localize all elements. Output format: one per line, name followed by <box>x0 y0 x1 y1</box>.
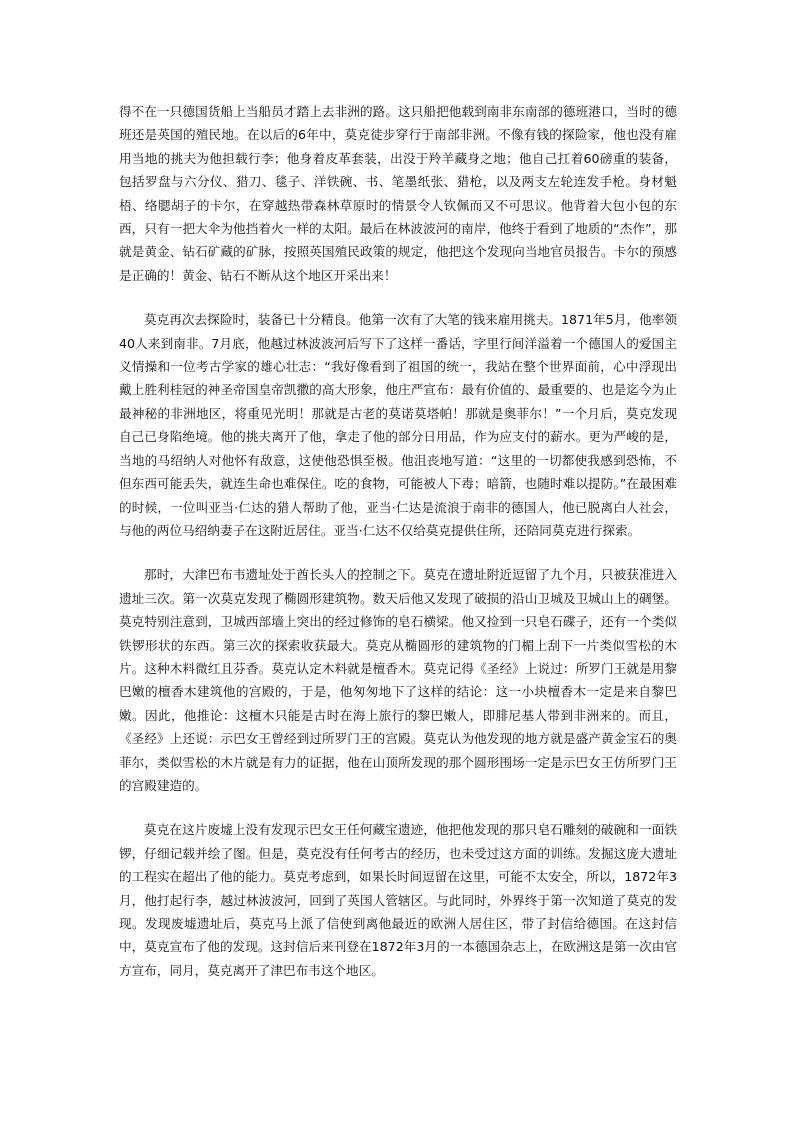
paragraph-2: 莫克再次去探险时，装备已十分精良。他第一次有了大笔的钱来雇用挑夫。1871年5月，他率领40人来到南非。7月底，他越过林波波河后写下了这样一番话，字里行间洋溢着一个德国人的爱国主义情操和一位考古学家的雄心壮志：“我好像看到了祖国的统一，我站在整个世界面前，心中浮现出戴上胜利桂冠的神圣帝国皇帝凯撒的高大形象，他庄严宣布：最有价值的、最重要的、也是迄今为止最神秘的非洲地区，将重见光明！那就是古老的莫诺莫塔帕！那就是奥菲尔！”一个月后，莫克发现自己已身陷绝境。他的挑夫离开了他，拿走了他的部分日用品，作为应支付的薪水。更为严峻的是，当地的马绍纳人对他怀有敌意，这使他恐惧至极。他沮丧地写道：“这里的一切都使我感到恐怖，不但东西可能丢失，就连生命也难保住。吃的食物，可能被人下毒；暗箭，也随时难以提防。”在最困难的时候，一位叫亚当·仁达的猎人帮助了他，亚当·仁达是流浪于南非的德国人，他已脱离白人社会，与他的两位马绍纳妻子在这附近居住。亚当·仁达不仅给莫克提供住所，还陪同莫克进行探索。 <box>119 312 677 538</box>
paragraph-3: 那时，大津巴布韦遗址处于酋长头人的控制之下。莫克在遗址附近逗留了九个月，只被获准进入遗址三次。第一次莫克发现了椭圆形建筑物。数天后他又发现了破损的沿山卫城及卫城山上的碉堡。莫克特别注意到，卫城西部墙上突出的经过修饰的皂石横梁。他又捡到一只皂石碟子，还有一个类似铁锣形状的东西。第三次的探索收获最大。莫克从椭圆形的建筑物的门楣上刮下一片类似雪松的木片。这种木料微红且芬香。莫克认定木料就是檀香木。莫克记得《圣经》上说过：所罗门王就是用黎巴嫩的檀香木建筑他的宫殿的，于是，他匆匆地下了这样的结论：这一小块檀香木一定是来自黎巴嫩。因此，他推论：这檀木只能是古时在海上旅行的黎巴嫩人，即腓尼基人带到非洲来的。而且，《圣经》上还说：示巴女王曾经到过所罗门王的宫殿。莫克认为他发现的地方就是盛产黄金宝石的奥菲尔，类似雪松的木片就是有力的证据，他在山顶所发现的那个圆形围场一定是示巴女王仿所罗门王的宫殿建造的。 <box>119 567 677 793</box>
document-page <box>119 100 677 982</box>
paragraph-1: 得不在一只德国货船上当船员才踏上去非洲的路。这只船把他载到南非东南部的德班港口，当时的德班还是英国的殖民地。在以后的6年中，莫克徒步穿行于南部非洲。不像有钱的探险家，他也没有雇用当地的挑夫为他担载行李；他身着皮革套装，出没于羚羊藏身之地；他自己扛着60磅重的装备，包括罗盘与六分仪、猎刀、毯子、洋铁碗、书、笔墨纸张、猎枪，以及两支左轮连发手枪。身材魁梧、络腮胡子的卡尔，在穿越热带森林草原时的情景令人钦佩而又不可思议。他背着大包小包的东西，只有一把大伞为他挡着火一样的太阳。最后在林波波河的南岸，他终于看到了地质的“杰作”，那就是黄金、钻石矿藏的矿脉，按照英国殖民政策的规定，他把这个发现向当地官员报告。卡尔的预感是正确的！黄金、钻石不断从这个地区开采出来！ <box>119 104 677 283</box>
paragraph-4: 莫克在这片废墟上没有发现示巴女王任何藏宝遗迹，他把他发现的那只皂石雕刻的破碗和一面铁锣，仔细记载并绘了图。但是，莫克没有任何考古的经历，也未受过这方面的训练。发掘这庞大遗址的工程实在超出了他的能力。莫克考虑到，如果长时间逗留在这里，可能不太安全，所以，1872年3月，他打起行李，越过林波波河，回到了英国人管辖区。与此同时，外界终于第一次知道了莫克的发现。发现废墟遗址后，莫克马上派了信使到离他最近的欧洲人居住区，带了封信给德国。在这封信中，莫克宣布了他的发现。这封信后来刊登在1872年3月的一本德国杂志上，在欧洲这是第一次由官方宣布，同月，莫克离开了津巴布韦这个地区。 <box>119 822 677 978</box>
